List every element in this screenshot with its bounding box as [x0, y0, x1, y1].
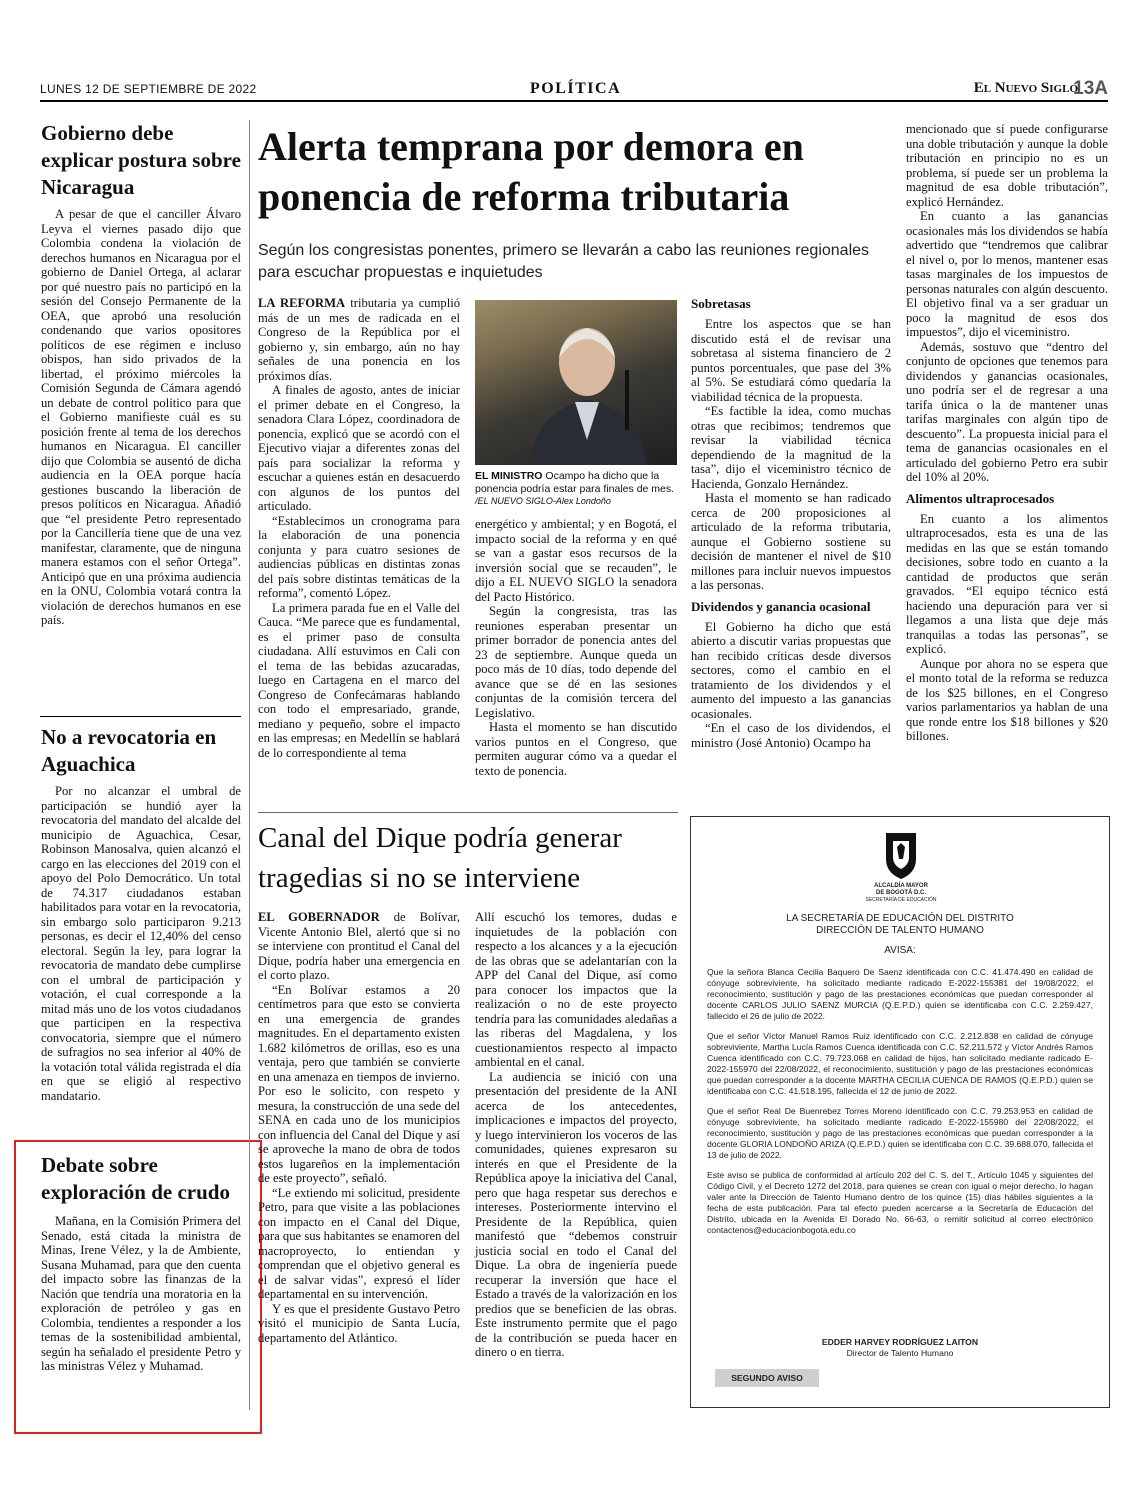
notice-org [691, 913, 1109, 957]
paragraph: “Es factible la idea, como muchas otras que recibimos; tendremos que revisar la viabilidad técnica dependiendo de la magnitud de la tasa”, dijo el viceministro técnico de Hacienda, Gonzalo Hernández. [691, 404, 891, 491]
story-title: Gobierno debe explicar postura sobre Nicaragua [41, 121, 241, 199]
paragraph: “En Bolívar estamos a 20 centímetros para que esto se convierta en una emergencia de grandes magnitudes. En el departamento existen 1.682 kilómetros de orillas, eso es una ventaja, pero que también se convierte en una amenaza en tiempos de invierno. Por eso le solicito, con respeto y mesura, la construcción de una sede del SENA en cada uno de los municipios con influencia del Canal del Dique y así se aproveche la mano de obra de todos estos lugareños en la implementación de este proyecto”, señaló. [258, 982, 460, 1185]
second-col-2 [475, 910, 677, 1360]
minister-photo [475, 300, 677, 465]
paragraph: A finales de agosto, antes de iniciar el primer debate en el Congreso, la senadora Clara López, coordinadora de ponencia, explicó que se acordó con el Ejecutivo viajar a diferentes zonas del país para socializar la reforma y escuchar a quienes están en desacuerdo con algunos de los puntos del articulado. [258, 383, 460, 513]
subheading: Dividendos y ganancia ocasional [691, 598, 871, 614]
story-body [41, 207, 241, 628]
paragraph: mencionado que sí puede configurarse una doble tributación y aunque la doble tributación en principio no es un problema, sí puede ser un problema la magnitud de esa doble tributación”, explicó Hernández. [906, 122, 1108, 209]
paragraph: Por no alcanzar el umbral de participación se hundió ayer la revocatoria del mandato del alcalde del municipio de Aguachica, Cesar, Robinson Manosalva, quien alcanzó el cargo en las elecciones del 2019 con el apoyo del Polo Democrático. Un total de 74.317 ciudadanos estaban habilitados para votar en la revocatoria, sin embargo solo participaron 9.213 personas, es decir el 12,40% del censo electoral. Según la ley, para lograr la revocatoria de mandato debe cumplirse con el umbral de participación y votación, el cual corresponde a la mitad más uno de los votos ciudadanos que participen en la respectiva convocatoria, siempre que el número de sufragios no sea inferior al 40% de la votación total válida registrada el día en que se eligió al respectivo mandatario. [41, 784, 241, 1103]
subheading: Sobretasas [691, 296, 751, 311]
story-crudo [41, 1152, 241, 1374]
paragraph: En cuanto a los alimentos ultraprocesados, esta es una de las medidas en las que se están tomando decisiones, sobre todo en cuanto a la cantidad de productos que serán gravados. “El equipo técnico está haciendo una depuración para ver si llegamos a una lista que deje más tranquilas a todas las personas”, se explicó. [906, 511, 1108, 656]
legal-notice [690, 816, 1110, 1408]
second-col-1 [258, 910, 460, 1345]
photo-caption [475, 470, 677, 508]
second-headline: Canal del Dique podría generar tragedias si no se interviene [258, 822, 622, 894]
segundo-aviso-badge: SEGUNDO AVISO [715, 1369, 819, 1387]
avisa-label: AVISA: [884, 945, 916, 956]
paragraph: “Le extiendo mi solicitud, presidente Petro, para que visite a las poblaciones con impacto en el Canal del Dique, para que sus habitantes se enamoren del macroproyecto, lo entiendan y comprendan que el objetivo general es el de salvar vidas”, expresó el líder departamental en su intervención. [258, 1185, 460, 1301]
paragraph: El Gobierno ha dicho que está abierto a discutir varias propuestas que han recibido críticas desde diversos sectores, como el cambio en el tratamiento de los dividendos y el aumento del impuesto a las ganancias ocasionales. [691, 619, 891, 721]
notice-paragraph: Que el señor Víctor Manuel Ramos Ruiz identificado con C.C. 2.212.838 en calidad de cónyuge sobreviviente, Martha Lucía Ramos Cuenca identificada con C.C. 52.211.572 y Víctor Andrés Ramos Cuenca identificado con C.C. 79.723.068 en calidad de hijos, han solicitado mediante radicado E-2022-155970 del 22/08/2022, el reconocimiento, sustitución y pago de las prestaciones económicas que puedan corresponder a la docente MARTHA CECILIA CUENCA DE RAMOS (Q.E.P.D.) quien se identificaba con C.C. 41.518.195, fallecida el 12 de junio de 2022. [707, 1031, 1093, 1096]
section-name: POLÍTICA [530, 80, 622, 97]
main-col-1 [258, 296, 460, 760]
header-rule [40, 100, 1108, 102]
caption-lead: EL MINISTRO [475, 470, 543, 482]
seal-caption [831, 883, 971, 904]
main-col-2 [475, 517, 677, 778]
story-aguachica [41, 724, 241, 1103]
paragraph: La audiencia se inició con una presentación del presidente de la ANI acerca de los antecedentes, implicaciones e impactos del proyecto, y luego intervinieron los voceros de las comunidades, quienes expresaron su interés en que el Presidente de la República apoye la iniciativa del Canal, pero que haga respetar sus derechos e intereses. Posteriormente intervino el Presidente de la República, quien manifestó que “debemos construir justicia social en todo el Canal del Dique. La obra de ingeniería puede recuperar la inversión que hace el Estado a través de la valorización en los predios que se beneficien de las obras. Este instrumento permite que el pago de la contribución se pueda hacer en dinero o en tierra. [475, 1069, 677, 1359]
main-col-4 [906, 122, 1108, 744]
notice-body [707, 967, 1093, 1245]
lead-in: LA REFORMA [258, 296, 346, 310]
paragraph: Allí escuchó los temores, dudas e inquietudes de la población con respecto a los alcances y a la ejecución de las obras que se adelantarían con la APP del Canal del Dique, así como para conocer los impactos que la realización o no de este proyecto tendría para las comunidades aledañas a las riberas del Magdalena, y los cuestionamientos respecto al impacto ambiental en el canal. [475, 910, 677, 1069]
paragraph: Mañana, en la Comisión Primera del Senado, está citada la ministra de Minas, Irene Vélez, y la de Ambiente, Susana Muhamad, para que den cuenta del impacto sobre las finanzas de la Nación que tendría una moratoria en la exploración de petróleo y gas en Colombia, tendientes a responder a los temas de la sostenibilidad ambiental, según ha señalado el presidente Petro y las ministras Vélez y Muhamad. [41, 1214, 241, 1373]
story-body [41, 784, 241, 1103]
paragraph: Además, sostuvo que “dentro del conjunto de opciones que tenemos para dividendos y ganancias ocasionales, uno podría ser el de regresar a una tarifa única o la de mantener unas tarifas marginales con algún tipo de descuento”. La propuesta inicial para el tema de ganancias ocasionales en el articulado del gobierno Petro era subir del 10% al 20%. [906, 339, 1108, 484]
notice-paragraph: Este aviso se publica de conformidad al artículo 202 del C. S. del T., Artículo 1045 y siguientes del Código Civil, y el Decreto 1272 del 2018, para quienes se crean con igual o mejor derecho, lo hagan valer ante la Dirección de Talento Humano dentro de los quince (15) días hábiles siguientes a la fecha de esta publicación. Para tal efecto pueden acercarse a la Secretaría de Educación del Distrito, ubicada en la Avenida El Dorado No. 66-63, o remitir solicitud al correo electrónico contactenos@educacionbogota.edu.co [707, 1170, 1093, 1235]
page-number: 13A [1073, 78, 1108, 99]
subheading: Alimentos ultraprocesados [906, 490, 1055, 506]
paragraph: Entre los aspectos que se han discutido está el de revisar una sobretasa al sistema financiero de 2 puntos porcentuales, que pase del 3% al 5%. Se estudiará cómo quedaría la viabilidad técnica de la propuesta. [691, 317, 891, 404]
paragraph: La primera parada fue en el Valle del Cauca. “Me parece que es fundamental, es el primer paso de consulta ciudadana. Allí estuvimos en Cali con el tema de las bebidas azucaradas, luego en Cartagena en el marco del Congreso de Confecámaras hablando con todo el empresariado, grande, mediano y pequeño, sobre el impacto en las empresas; en Medellín se hablará de lo correspondiente al tema [258, 600, 460, 760]
paragraph: Hasta el momento se han radicado cerca de 200 proposiciones al articulado de la reforma tributaria, aunque el Gobierno sostiene su decisión de mantener el nivel de $10 millones para incluir nuevos impuestos a las personas. [691, 491, 891, 592]
minister-figure [475, 300, 677, 465]
story-title: Debate sobre exploración de crudo [41, 1153, 230, 1204]
paragraph: Y es que el presidente Gustavo Petro visitó el municipio de Santa Lucía, departamento del Atlántico. [258, 1301, 460, 1345]
story-body [41, 1214, 241, 1374]
column-separator [249, 120, 250, 1410]
lead-in: EL GOBERNADOR [258, 910, 380, 924]
story-divider [40, 716, 241, 717]
issue-date: LUNES 12 DE SEPTIEMBRE DE 2022 [40, 82, 257, 96]
seal-line: DE BOGOTÁ D.C. [875, 890, 926, 896]
signer-name: EDDER HARVEY RODRÍGUEZ LAITON [821, 1337, 979, 1347]
story-title: No a revocatoria en Aguachica [41, 725, 217, 776]
paragraph: energético y ambiental; y en Bogotá, el impacto social de la reforma y en qué se van a gastar esos recursos de la inversión social que se recauden”, le dijo a EL NUEVO SIGLO la senadora del Pacto Histórico. [475, 517, 677, 604]
page-header [40, 80, 1108, 102]
paragraph: A pesar de que el canciller Álvaro Leyva el viernes pasado dijo que Colombia condena la violación de derechos humanos en Nicaragua por el gobierno de Daniel Ortega, al aclarar por qué nuestro país no participó en la sesión del Consejo Permanente de la OEA, que aprobó una resolución condenando que varios opositores políticos de ese régimen e incluso obispos, han sido privados de la libertad, el próximo miércoles la Comisión Segunda de Cámara agendó un debate de control político para que el Gobierno manifieste cuál es su posición frente al tema de los derechos humanos en Nicaragua. El canciller dijo que Colombia se ausentó de dicha audiencia en la OEA porque hacía gestiones buscando la liberación de presos políticos en Nicaragua. Añadió que “el presidente Petro representado por la Cancillería tiene que de una vez manifestar, claramente, que de ninguna manera estamos con el señor Ortega”. Anticipó que en una próxima audiencia en la ONU, Colombia votará contra la violación de derechos humanos en ese país. [41, 207, 241, 627]
notice-paragraph: Que el señor Real De Buenrebez Torres Moreno identificado con C.C. 79.253.953 en calidad de cónyuge sobreviviente, ha solicitado mediante radicado E-2022-155980 del 22/08/2022, el reconocimiento, sustitución y pago de las prestaciones económicas que puedan corresponder a la docente GLORIA LONDOÑO ARIZA (Q.E.P.D.) quien se identificaba con C.C. 39.688.070, fallecida el 13 de julio de 2022. [707, 1106, 1093, 1160]
org-name: LA SECRETARÍA DE EDUCACIÓN DEL DISTRITO [786, 913, 1014, 924]
main-headline: Alerta temprana por demora en ponencia de reforma tributaria [258, 124, 804, 219]
notice-signature [691, 1337, 1109, 1359]
main-subhead: Según los congresistas ponentes, primero se llevarán a cabo las reuniones regionales para escuchar propuestas e inquietudes [258, 242, 870, 281]
paragraph: “Establecimos un cronograma para la elaboración de una ponencia conjunta y para cuatro sesiones de audiencias públicas en distintas zonas del país sobre distintas temáticas de la reforma”, comentó López. [258, 513, 460, 600]
paragraph: Según la congresista, tras las reuniones esperaban presentar un primer borrador de ponencia antes del 23 de septiembre. Aunque queda un poco más de 10 días, todo depende del avance que se dé en las sesiones conjuntas de la comisión tercera del Legislativo. [475, 604, 677, 720]
newspaper-brand: El Nuevo Siglo [973, 80, 1078, 96]
story-divider [258, 812, 678, 813]
seal-line: ALCALDÍA MAYOR [874, 883, 928, 889]
paragraph: Aunque por ahora no se espera que el monto total de la reforma se reduzca de los $25 billones, en el Congreso varios parlamentarios ya hablan de una que ronde entre los $18 billones y $20 billones. [906, 656, 1108, 743]
seal-line: SECRETARÍA DE EDUCACIÓN [865, 897, 937, 903]
paragraph: En cuanto a las ganancias ocasionales más los dividendos se había advertido que “tendremos que calibrar el nivel o, por lo menos, mantener esas tasas marginales de los impuestos de personas naturales con algún descuento. El objetivo final va a ser graduar un poco la magnitud de esos dos impuestos”, dijo el viceministro. [906, 209, 1108, 339]
paragraph: Hasta el momento se han discutido varios puntos en el Congreso, que permiten augurar cómo va a quedar el texto de ponencia. [475, 720, 677, 778]
story-nicaragua [41, 120, 241, 628]
main-col-3 [691, 296, 891, 750]
bogota-seal-icon [871, 831, 931, 881]
photo-credit: /EL NUEVO SIGLO-Alex Londoño [475, 496, 611, 506]
paragraph: de Bolívar, Vicente Antonio Blel, alertó que si no se interviene con prontitud el Canal del Dique, podría haber una emergencia en el corto plazo. [258, 910, 460, 982]
caption-text: Ocampo ha dicho que la ponencia podría estar para finales de mes. [475, 470, 675, 495]
signer-title: Director de Talento Humano [846, 1348, 954, 1358]
paragraph: “En el caso de los dividendos, el ministro (José Antonio) Ocampo ha [691, 721, 891, 750]
notice-paragraph: Que la señora Blanca Cecilia Baquero De Saenz identificada con C.C. 41.474.490 en calidad de cónyuge sobreviviente, ha solicitado mediante radicado E-2022-155381 del 19/08/2022, el reconocimiento, sustitución y pago de las prestaciones económicas que puedan corresponder al docente CARLOS JULIO SAENZ MURCIA (Q.E.P.D.) quien se identificaba con C.C. 2.259.427, fallecido el 26 de julio de 2022. [707, 967, 1093, 1021]
paragraph: tributaria ya cumplió más de un mes de radicada en el Congreso de la República por el gobierno y, sin embargo, aún no hay señales de una ponencia en los próximos días. [258, 296, 460, 383]
dept-name: DIRECCIÓN DE TALENTO HUMANO [816, 925, 984, 936]
